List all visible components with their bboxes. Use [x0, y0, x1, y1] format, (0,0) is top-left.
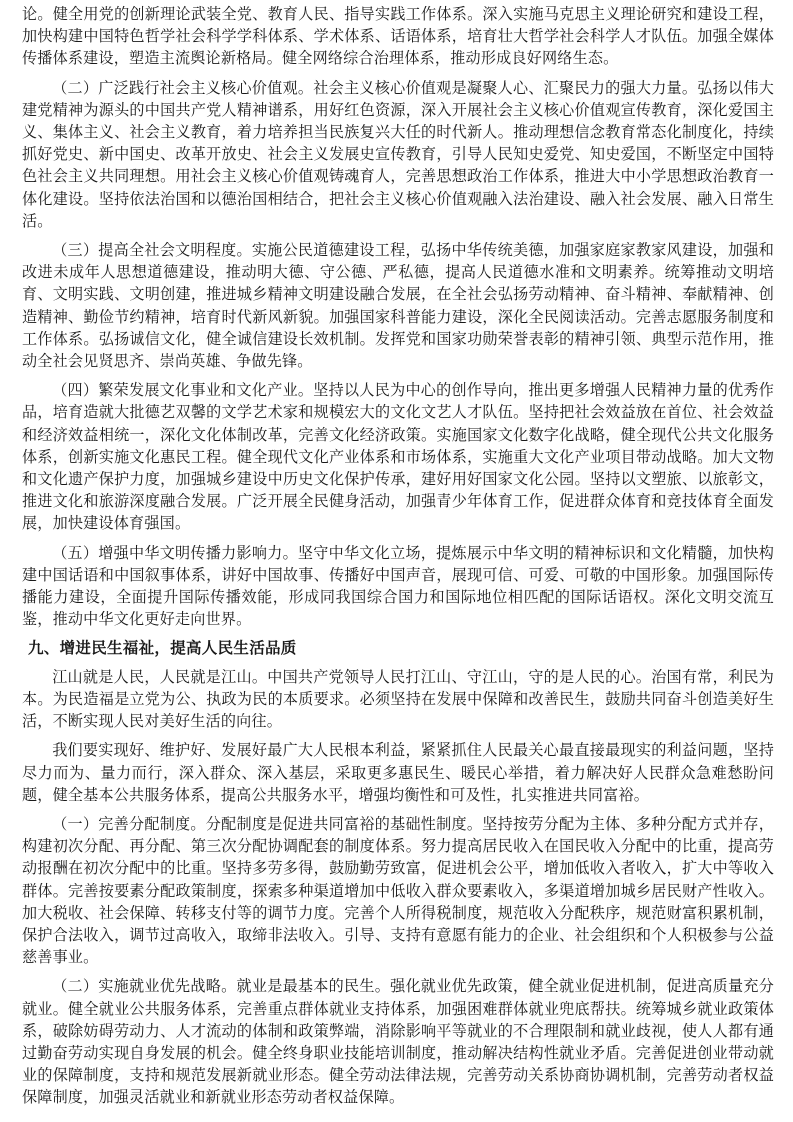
- paragraph-core-values: （二）广泛践行社会主义核心价值观。社会主义核心价值观是凝聚人心、汇聚民力的强大力量。弘扬以伟大建党精神为源头的中国共产党人精神谱系，用好红色资源，深入开展社会主义核心价值观宣传教育，深化爱国主义、集体主义、社会主义教育，着力培养担当民族复兴大任的时代新人。推动理想信念教育常态化制度化，持续抓好党史、新中国史、改革开放史、社会主义发展史宣传教育，引导人民知史爱党、知史爱国，不断坚定中国特色社会主义共同理想。用社会主义核心价值观铸魂育人，完善思想政治工作体系，推进大中小学思想政治教育一体化建设。坚持依法治国和以德治国相结合，把社会主义核心价值观融入法治建设、融入社会发展、融入日常生活。: [22, 78, 774, 230]
- paragraph-fundamental-interests: 我们要实现好、维护好、发展好最广大人民根本利益，紧紧抓住人民最关心最直接最现实的利益问题，坚持尽力而为、量力而行，深入群众、深入基层，采取更多惠民生、暖民心举措，着力解决好人民群众急难愁盼问题，健全基本公共服务体系，提高公共服务水平，增强均衡性和可及性，扎实推进共同富裕。: [22, 741, 774, 804]
- paragraph-civility: （三）提高全社会文明程度。实施公民道德建设工程，弘扬中华传统美德，加强家庭家教家风建设，加强和改进未成年人思想道德建设，推动明大德、守公德、严私德，提高人民道德水准和文明素养。统筹推动文明培育、文明实践、文明创建，推进城乡精神文明建设融合发展，在全社会弘扬劳动精神、奋斗精神、奉献精神、创造精神、勤俭节约精神，培育时代新风新貌。加强国家科普能力建设，深化全民阅读活动。完善志愿服务制度和工作体系。弘扬诚信文化，健全诚信建设长效机制。发挥党和国家功勋荣誉表彰的精神引领、典型示范作用，推动全社会见贤思齐、崇尚英雄、争做先锋。: [22, 241, 774, 371]
- paragraph-culture-industry: （四）繁荣发展文化事业和文化产业。坚持以人民为中心的创作导向，推出更多增强人民精神力量的优秀作品，培育造就大批德艺双馨的文学艺术家和规模宏大的文化文艺人才队伍。坚持把社会效益放在首位、社会效益和经济效益相统一，深化文化体制改革，完善文化经济政策。实施国家文化数字化战略，健全现代公共文化服务体系，创新实施文化惠民工程。健全现代文化产业体系和市场体系，实施重大文化产业项目带动战略。加大文物和文化遗产保护力度，加强城乡建设中历史文化保护传承，建好用好国家文化公园。坚持以文塑旅、以旅彰文，推进文化和旅游深度融合发展。广泛开展全民健身活动，加强青少年体育工作，促进群众体育和竞技体育全面发展，加快建设体育强国。: [22, 381, 774, 533]
- paragraph-civilization-influence: （五）增强中华文明传播力影响力。坚守中华文化立场，提炼展示中华文明的精神标识和文化精髓，加快构建中国话语和中国叙事体系，讲好中国故事、传播好中国声音，展现可信、可爱、可敬的中国形象。加强国际传播能力建设，全面提升国际传播效能，形成同我国综合国力和国际地位相匹配的国际话语权。深化文明交流互鉴，推动中华文化更好走向世界。: [22, 543, 774, 629]
- paragraph-employment-priority: （二）实施就业优先战略。就业是最基本的民生。强化就业优先政策，健全就业促进机制，促进高质量充分就业。健全就业公共服务体系，完善重点群体就业支持体系，加强困难群体就业兜底帮扶。统筹城乡就业政策体系，破除妨碍劳动力、人才流动的体制和政策弊端，消除影响平等就业的不合理限制和就业歧视，使人人都有通过勤奋劳动实现自身发展的机会。健全终身职业技能培训制度，推动解决结构性就业矛盾。完善促进创业带动就业的保障制度，支持和规范发展新就业形态。健全劳动法律法规，完善劳动关系协商协调机制，完善劳动者权益保障制度，加强灵活就业和新就业形态劳动者权益保障。: [22, 977, 774, 1107]
- document-page: [22, 3, 774, 1116]
- section-heading: 九、增进民生福祉，提高人民生活品质: [28, 638, 297, 658]
- paragraph-continuation: 论。健全用党的创新理论武装全党、教育人民、指导实践工作体系。深入实施马克思主义理论研究和建设工程，加快构建中国特色哲学社会科学学科体系、学术体系、话语体系，培育壮大哲学社会科学人才队伍。加强全媒体传播体系建设，塑造主流舆论新格局。健全网络综合治理体系，推动形成良好网络生态。: [22, 5, 774, 68]
- paragraph-people-country: 江山就是人民，人民就是江山。中国共产党领导人民打江山、守江山，守的是人民的心。治国有常，利民为本。为民造福是立党为公、执政为民的本质要求。必须坚持在发展中保障和改善民生，鼓励共同奋斗创造美好生活，不断实现人民对美好生活的向往。: [22, 667, 774, 731]
- paragraph-distribution-system: （一）完善分配制度。分配制度是促进共同富裕的基础性制度。坚持按劳分配为主体、多种分配方式并存，构建初次分配、再分配、第三次分配协调配套的制度体系。努力提高居民收入在国民收入分配中的比重，提高劳动报酬在初次分配中的比重。坚持多劳多得，鼓励勤劳致富，促进机会公平，增加低收入者收入，扩大中等收入群体。完善按要素分配政策制度，探索多种渠道增加中低收入群众要素收入，多渠道增加城乡居民财产性收入。加大税收、社会保障、转移支付等的调节力度。完善个人所得税制度，规范收入分配秩序，规范财富积累机制，保护合法收入，调节过高收入，取缔非法收入。引导、支持有意愿有能力的企业、社会组织和个人积极参与公益慈善事业。: [22, 814, 774, 967]
